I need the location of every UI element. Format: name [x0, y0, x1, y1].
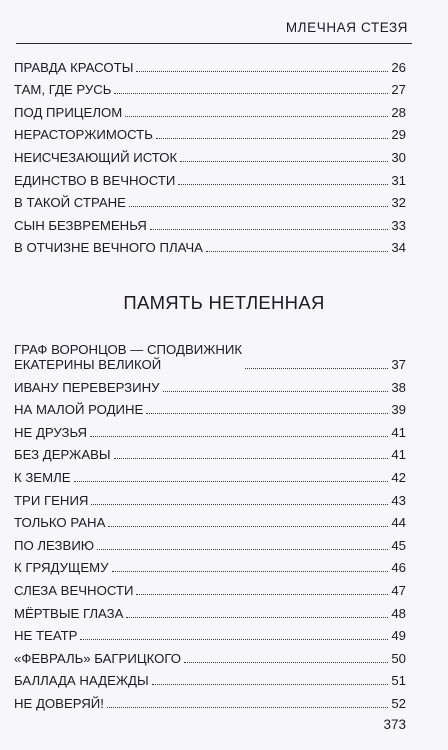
toc-entry-title: ПОД ПРИЦЕЛОМ — [14, 104, 123, 120]
toc-leader-dots — [184, 661, 388, 663]
toc-list-section — [14, 330, 406, 711]
toc-entry-page: 34 — [391, 240, 406, 256]
toc-entry-page: 31 — [391, 172, 406, 188]
toc-leader-dots — [114, 92, 388, 94]
section-heading: ПАМЯТЬ НЕТЛЕННАЯ — [123, 292, 325, 313]
toc-entry — [14, 621, 406, 644]
toc-entry-title: ТАМ, ГДЕ РУСЬ — [14, 82, 112, 98]
toc-entry — [14, 598, 406, 621]
toc-entry — [14, 417, 406, 440]
toc-entry — [14, 485, 406, 508]
toc-entry-title: К ГРЯДУЩЕМУ — [14, 560, 109, 576]
toc-leader-dots — [136, 593, 388, 595]
toc-entry — [14, 165, 406, 188]
toc-entry-page: 32 — [391, 195, 406, 211]
toc-leader-dots — [178, 183, 388, 185]
toc-leader-dots — [74, 480, 389, 482]
toc-entry-title: НА МАЛОЙ РОДИНЕ — [14, 402, 144, 418]
toc-leader-dots — [146, 412, 388, 414]
toc-entry — [14, 75, 406, 98]
toc-entry — [14, 666, 406, 689]
toc-entry-page: 27 — [391, 82, 406, 98]
toc-entry-title: ИВАНУ ПЕРЕВЕРЗИНУ — [14, 379, 160, 395]
toc-entry-title: БЕЗ ДЕРЖАВЫ — [14, 447, 111, 463]
toc-entry — [14, 462, 406, 485]
toc-leader-dots — [91, 503, 388, 505]
toc-leader-dots — [112, 570, 389, 572]
toc-entry — [14, 52, 406, 75]
toc-entry-page: 44 — [391, 515, 406, 531]
toc-entry — [14, 233, 406, 256]
toc-entry-page: 29 — [391, 127, 406, 143]
toc-entry-title: НЕ ДРУЗЬЯ — [14, 424, 88, 440]
toc-entry-title: ЕДИНСТВО В ВЕЧНОСТИ — [14, 172, 176, 188]
toc-entry-page: 50 — [391, 650, 406, 666]
toc-entry-title: МЁРТВЫЕ ГЛАЗА — [14, 605, 124, 621]
toc-entry-page: 46 — [391, 560, 406, 576]
toc-entry — [14, 575, 406, 598]
toc-entry-title: СЛЕЗА ВЕЧНОСТИ — [14, 582, 134, 598]
toc-entry-title: К ЗЕМЛЕ — [14, 469, 71, 485]
toc-leader-dots — [180, 160, 388, 162]
toc-entry-page: 28 — [391, 104, 406, 120]
toc-entry-title: НЕРАСТОРЖИМОСТЬ — [14, 127, 153, 143]
toc-entry-page: 42 — [391, 469, 406, 485]
toc-leader-dots — [136, 70, 388, 72]
toc-entry-page: 26 — [391, 59, 406, 75]
toc-entry — [14, 188, 406, 211]
running-header: МЛЕЧНАЯ СТЕЗЯ — [285, 20, 408, 35]
toc-entry-page: 48 — [391, 605, 406, 621]
toc-entry — [14, 330, 406, 372]
toc-entry-page: 41 — [391, 424, 406, 440]
toc-entry-page: 39 — [391, 402, 406, 418]
toc-leader-dots — [108, 525, 388, 527]
toc-leader-dots — [152, 683, 389, 685]
toc-leader-dots — [97, 548, 388, 550]
toc-entry-title: ПРАВДА КРАСОТЫ — [14, 59, 134, 75]
toc-entry-title: НЕИСЧЕЗАЮЩИЙ ИСТОК — [14, 149, 178, 165]
toc-entry-title: НЕ ТЕАТР — [14, 628, 78, 644]
page-number: 373 — [383, 717, 406, 732]
toc-entry — [14, 395, 406, 418]
toc-entry-title-line2: ЕКАТЕРИНЫ ВЕЛИКОЙ — [14, 357, 162, 372]
toc-entry-page: 45 — [391, 537, 406, 553]
toc-entry — [14, 120, 406, 143]
toc-leader-dots — [150, 228, 389, 230]
toc-leader-dots — [245, 367, 388, 369]
toc-leader-dots — [107, 706, 388, 708]
toc-entry-title: ТРИ ГЕНИЯ — [14, 492, 89, 508]
toc-leader-dots — [129, 205, 388, 207]
toc-entry-page: 49 — [391, 628, 406, 644]
toc-entry-title: ТОЛЬКО РАНА — [14, 515, 106, 531]
toc-list-top — [14, 52, 406, 255]
toc-entry-page: 33 — [391, 217, 406, 233]
toc-entry-title: ПО ЛЕЗВИЮ — [14, 537, 95, 553]
toc-entry-title: НЕ ДОВЕРЯЙ! — [14, 695, 104, 711]
toc-entry-page: 51 — [391, 673, 406, 689]
toc-entry-title-line1: ГРАФ ВОРОНЦОВ — СПОДВИЖНИК — [14, 342, 243, 357]
toc-entry-title: СЫН БЕЗВРЕМЕНЬЯ — [14, 217, 147, 233]
toc-entry — [14, 372, 406, 395]
toc-entry-title — [14, 342, 242, 372]
toc-entry — [14, 553, 406, 576]
toc-entry-title: «ФЕВРАЛЬ» БАГРИЦКОГО — [14, 650, 182, 666]
toc-entry-page: 47 — [391, 582, 406, 598]
toc-entry — [14, 142, 406, 165]
toc-entry — [14, 530, 406, 553]
toc-entry-page: 38 — [391, 379, 406, 395]
toc-leader-dots — [114, 457, 389, 459]
toc-entry-title: В ТАКОЙ СТРАНЕ — [14, 195, 126, 211]
header-rule — [16, 43, 412, 44]
toc-leader-dots — [156, 137, 388, 139]
toc-entry — [14, 97, 406, 120]
toc-leader-dots — [90, 435, 388, 437]
toc-entry-title: БАЛЛАДА НАДЕЖДЫ — [14, 673, 149, 689]
toc-entry — [14, 508, 406, 531]
toc-entry-title: В ОТЧИЗНЕ ВЕЧНОГО ПЛАЧА — [14, 240, 203, 256]
toc-entry — [14, 688, 406, 711]
toc-entry-page: 52 — [391, 695, 406, 711]
toc-entry-page: 43 — [391, 492, 406, 508]
toc-leader-dots — [126, 616, 388, 618]
toc-leader-dots — [125, 115, 388, 117]
toc-entry — [14, 210, 406, 233]
toc-entry-page: 37 — [391, 357, 406, 372]
toc-entry-page: 30 — [391, 149, 406, 165]
toc-entry — [14, 440, 406, 463]
toc-entry — [14, 643, 406, 666]
toc-leader-dots — [80, 638, 388, 640]
toc-leader-dots — [206, 250, 388, 252]
toc-leader-dots — [163, 390, 389, 392]
toc-entry-page: 41 — [391, 447, 406, 463]
